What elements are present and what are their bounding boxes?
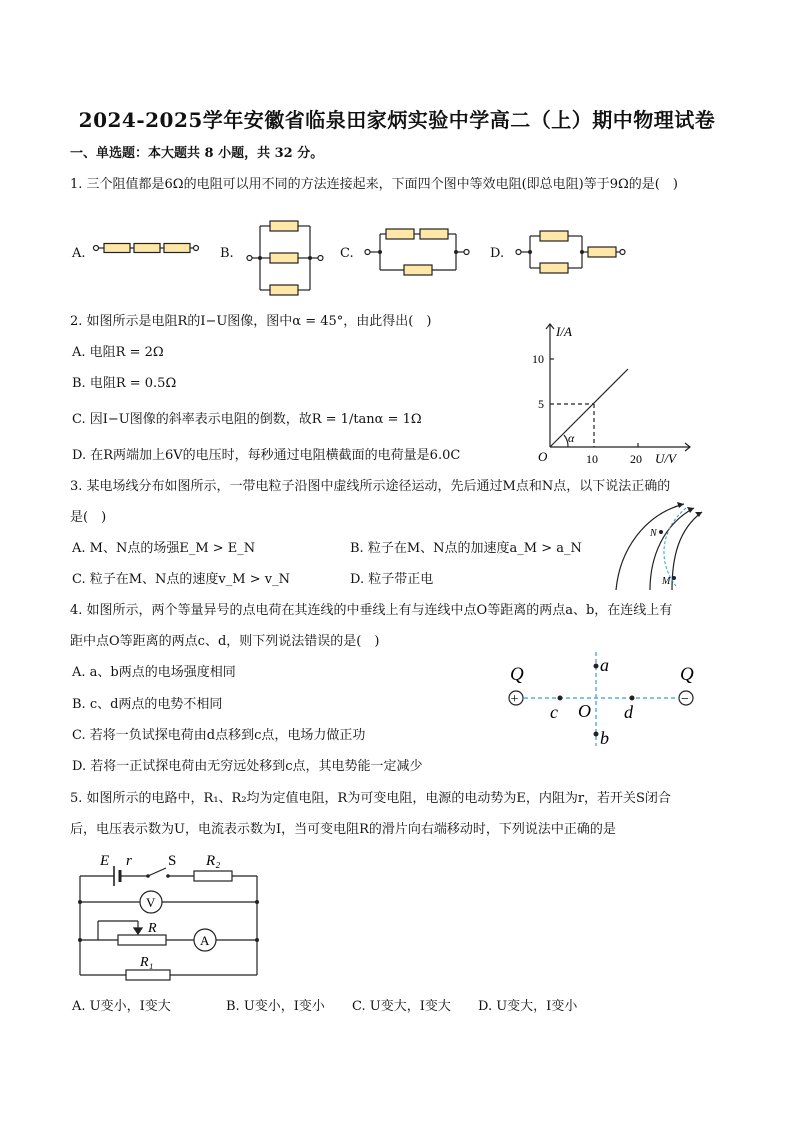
q2-x-tick-20: 20 — [630, 452, 642, 466]
q2-option-a[interactable]: A. 电阻R = 2Ω — [72, 345, 164, 360]
q4-charge-right-label: Q — [680, 664, 694, 685]
q4-option-c[interactable]: C. 若将一负试探电荷由d点移到c点，电场力做正功 — [72, 728, 366, 743]
q4-option-d[interactable]: D. 若将一正试探电荷由无穷远处移到c点，其电势能一定减少 — [72, 759, 423, 774]
q2-option-d[interactable]: D. 在R两端加上6V的电压时，每秒通过电阻横截面的电荷量是6.0C — [72, 448, 461, 463]
q5-label-e: E — [100, 853, 110, 869]
q2-y-axis-label: I/A — [556, 324, 572, 339]
q2-iu-graph — [530, 316, 700, 466]
q5-label-switch: S — [168, 853, 177, 869]
q2-stem: 2. 如图所示是电阻R的I−U图像，图中α = 45°，由此得出( ) — [70, 314, 432, 329]
section-heading: 一、单选题：本大题共 8 小题，共 32 分。 — [70, 146, 324, 161]
q5-label-r-variable: R — [148, 921, 157, 936]
q3-option-b[interactable]: B. 粒子在M、N点的加速度a_M > a_N — [350, 541, 582, 556]
q1-option-a[interactable]: A. — [72, 246, 86, 261]
q3-point-m: M — [662, 576, 671, 587]
q2-y-tick-10: 10 — [532, 352, 544, 366]
q2-origin-label: O — [538, 449, 548, 464]
q1-circuit-a — [90, 236, 200, 260]
q5-label-r-internal: r — [126, 853, 132, 869]
q5-ammeter-symbol: A — [200, 933, 210, 948]
q4-stem-line1: 4. 如图所示，两个等量异号的点电荷在其连线的中垂线上有与连线中点O等距离的两点a、b，在连线上有 — [70, 603, 673, 618]
q4-option-a[interactable]: A. a、b两点的电场强度相同 — [72, 665, 236, 680]
q2-y-tick-5: 5 — [538, 397, 544, 411]
q4-minus-sign: − — [681, 692, 689, 707]
q5-label-r1: R₁ — [140, 955, 154, 970]
q3-field-lines — [606, 498, 716, 594]
q2-x-tick-10: 10 — [586, 452, 598, 466]
q1-option-d[interactable]: D. — [490, 246, 505, 261]
q4-point-d: d — [624, 702, 633, 722]
q5-option-d[interactable]: D. U变大，I变小 — [478, 999, 578, 1014]
q4-charge-left-label: Q — [510, 664, 524, 685]
q5-label-r2: R₂ — [206, 853, 221, 869]
q5-option-c[interactable]: C. U变大，I变大 — [352, 999, 451, 1014]
q3-stem-line1: 3. 某电场线分布如图所示，一带电粒子沿图中虚线所示途径运动，先后通过M点和N点，以下说法正确的 — [70, 479, 671, 494]
q5-stem-line2: 后，电压表示数为U，电流表示数为I，当可变电阻R的滑片向右端移动时，下列说法中正确的是 — [70, 822, 616, 837]
q3-option-c[interactable]: C. 粒子在M、N点的速度v_M > v_N — [72, 572, 290, 587]
q5-option-a[interactable]: A. U变小，I变大 — [72, 999, 171, 1014]
q3-point-n: N — [650, 528, 657, 539]
q1-circuit-d — [512, 224, 632, 280]
q5-option-b[interactable]: B. U变小，I变小 — [226, 999, 325, 1014]
q1-circuit-c — [360, 222, 472, 284]
q4-option-b[interactable]: B. c、d两点的电势不相同 — [72, 697, 223, 712]
q2-option-c[interactable]: C. 因I−U图像的斜率表示电阻的倒数，故R = 1/tanα = 1Ω — [72, 412, 422, 427]
q3-option-a[interactable]: A. M、N点的场强E_M > E_N — [72, 541, 256, 556]
q3-stem-line2: 是( ) — [70, 510, 107, 525]
q4-plus-sign: + — [510, 692, 519, 707]
q3-option-d[interactable]: D. 粒子带正电 — [350, 572, 434, 587]
q5-circuit — [70, 848, 270, 982]
q2-x-axis-label: U/V — [655, 451, 676, 466]
q4-point-b: b — [600, 728, 609, 748]
q4-stem-line2: 距中点O等距离的两点c、d，则下列说法错误的是( ) — [70, 634, 380, 649]
page-title: 2024-2025学年安徽省临泉田家炳实验中学高二（上）期中物理试卷 — [78, 108, 716, 132]
q1-option-c[interactable]: C. — [340, 246, 354, 261]
q4-charges-figure — [500, 646, 710, 750]
q1-stem: 1. 三个阻值都是6Ω的电阻可以用不同的方法连接起来，下面四个图中等效电阻(即总电阻)等于9Ω的是( ) — [70, 177, 678, 192]
q1-option-b[interactable]: B. — [220, 246, 234, 261]
q4-point-o: O — [578, 701, 591, 721]
q5-stem-line1: 5. 如图所示的电路中，R₁、R₂均为定值电阻，R为可变电阻，电源的电动势为E，内阻为r，若开关S闭合 — [70, 791, 671, 806]
q5-voltmeter-symbol: V — [146, 895, 156, 910]
q2-option-b[interactable]: B. 电阻R = 0.5Ω — [72, 376, 177, 391]
q2-angle-label: α — [568, 431, 575, 445]
q4-point-a: a — [600, 655, 609, 675]
q1-circuit-b — [240, 216, 330, 300]
q4-point-c: c — [550, 702, 558, 722]
